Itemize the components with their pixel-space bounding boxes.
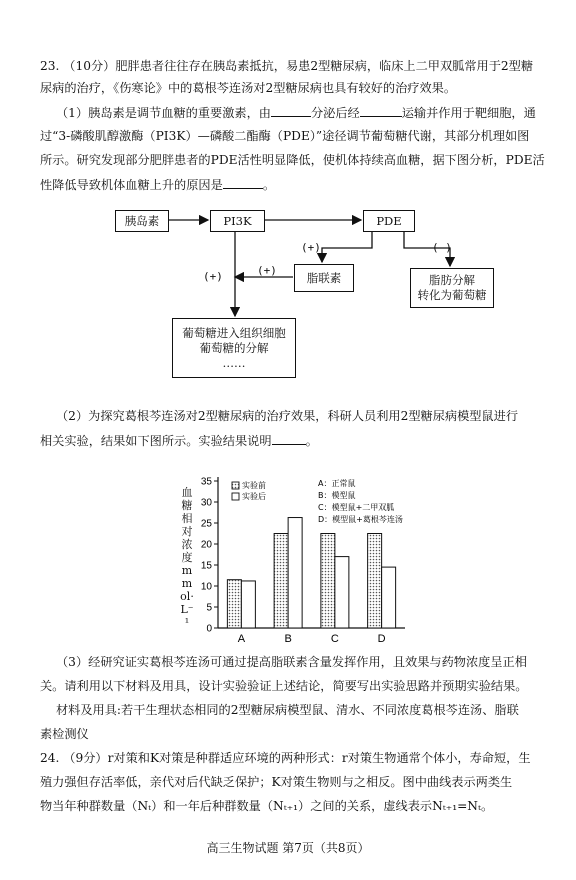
chart-y-tick-label: 15 <box>200 560 212 572</box>
glucose-line3: …… <box>222 355 246 370</box>
plus-sign-adiponectin: (+) <box>257 264 277 277</box>
q23-line1: 23. （10分）肥胖患者往往存在胰岛素抵抗，易患2型糖尿病，临床上二甲双胍常用于2型糖 <box>40 59 534 73</box>
plus-sign-pde-adiponectin: (+) <box>301 241 321 254</box>
chart-bar-after <box>288 518 302 628</box>
chart-y-tick-label: 20 <box>200 539 212 551</box>
q24-line1: 24. （9分）r对策和K对策是种群适应环境的两种形式：r对策生物通常个体小，寿命短，生 <box>40 751 531 765</box>
chart-category-label: B <box>284 633 292 645</box>
chart-bar-before <box>274 534 288 629</box>
plus-sign-pi3k-glucose: (+) <box>203 270 223 283</box>
chart-group-legend-item: A：正常鼠 <box>318 479 356 488</box>
q23-p2-line2-a: 相关实验，结果如下图所示。实验结果说明 <box>40 434 272 448</box>
q23-p2-line1: （2）为探究葛根芩连汤对2型糖尿病的治疗效果，科研人员利用2型糖尿病模型鼠进行 <box>56 409 519 423</box>
chart-bar-before <box>227 580 241 628</box>
chart-legend-label: 实验后 <box>242 492 266 501</box>
chart-y-axis-label: 血糖相对浓度mmol·L⁻¹ <box>180 486 194 629</box>
chart-legend-swatch <box>232 493 239 500</box>
q23-p3-line3: 材料及用具:若干生理状态相同的2型糖尿病模型鼠、清水、不同浓度葛根芩连汤、脂联 <box>56 703 519 717</box>
q23-p3-line1: （3）经研究证实葛根芩连汤可通过提高脂联素含量发挥作用，且效果与药物浓度呈正相 <box>56 655 527 669</box>
chart-legend-swatch <box>232 482 239 489</box>
chart-bar-after <box>335 557 349 628</box>
chart-bar-after <box>382 567 396 628</box>
chart-category-label: D <box>377 633 386 645</box>
chart-y-tick-label: 35 <box>200 476 212 488</box>
chart-legend-label: 实验前 <box>242 481 266 490</box>
q23-p1-line3: 所示。研究发现部分肥胖患者的PDE活性明显降低，使机体持续高血糖，据下图分析，PDE活 <box>40 153 545 167</box>
chart-y-tick-label: 30 <box>200 497 212 509</box>
minus-sign-pde-fat: (-) <box>432 241 452 254</box>
chart-y-tick-label: 5 <box>206 602 212 614</box>
page-footer: 高三生物试题 第7页（共8页） <box>206 841 370 855</box>
chart-category-label: A <box>237 633 246 645</box>
chart-group-legend-item: D：模型鼠+葛根芩连汤 <box>318 515 403 524</box>
q23-p2-line2-b: 。 <box>305 434 318 448</box>
glucose-line2: 葡萄糖的分解 <box>199 340 269 355</box>
chart-category-label: C <box>330 633 339 645</box>
fat-breakdown-line2: 转化为葡萄糖 <box>417 288 487 302</box>
insulin-box: 胰岛素 <box>115 210 169 232</box>
chart-y-tick-label: 0 <box>206 623 212 635</box>
q23-p1-line1-b: 分泌后经 <box>310 106 360 120</box>
glucose-line1: 葡萄糖进入组织细胞 <box>182 325 286 340</box>
chart-bar-before <box>321 534 335 629</box>
q23-line2: 尿病的治疗，《伤寒论》中的葛根芩连汤对2型糖尿病也具有较好的治疗效果。 <box>40 81 457 95</box>
q24-line3: 物当年种群数量（Nₜ）和一年后种群数量（Nₜ₊₁）之间的关系，虚线表示Nₜ₊₁=Nₜ。 <box>40 799 494 813</box>
chart-bar-after <box>241 581 255 628</box>
q23-p1-line2: 过“3-磷酸肌醇激酶（PI3K）—磷酸二酯酶（PDE）”途径调节葡萄糖代谢，其部分机理如图 <box>40 129 530 143</box>
q23-p3-line2: 关。请利用以下材料及用具，设计实验验证上述结论，简要写出实验思路并预期实验结果。 <box>40 679 528 693</box>
fat-breakdown-line1: 脂肪分解 <box>429 273 475 287</box>
chart-y-tick-label: 25 <box>200 518 212 530</box>
pi3k-box: PI3K <box>210 210 265 232</box>
q23-p1-line1-a: （1）胰岛素是调节血糖的重要激素，由 <box>56 106 271 120</box>
chart-group-legend-item: C：模型鼠+二甲双胍 <box>318 503 395 512</box>
adiponectin-box: 脂联素 <box>294 264 354 292</box>
chart-group-legend-item: B：模型鼠 <box>318 491 356 500</box>
q23-p1-line4-b: 。 <box>262 178 275 192</box>
q23-p1-line1-c: 运输并作用于靶细胞，通 <box>401 106 536 120</box>
pde-box: PDE <box>363 210 415 232</box>
chart-bar-before <box>368 534 382 629</box>
q24-line2: 殖力强但存活率低，亲代对后代缺乏保护；K对策生物则与之相反。图中曲线表示两类生 <box>40 775 513 789</box>
chart-y-tick-label: 10 <box>200 581 212 593</box>
q23-p3-line4: 素检测仪 <box>40 727 89 741</box>
q23-p1-line4-a: 性降低导致机体血糖上升的原因是 <box>40 178 223 192</box>
